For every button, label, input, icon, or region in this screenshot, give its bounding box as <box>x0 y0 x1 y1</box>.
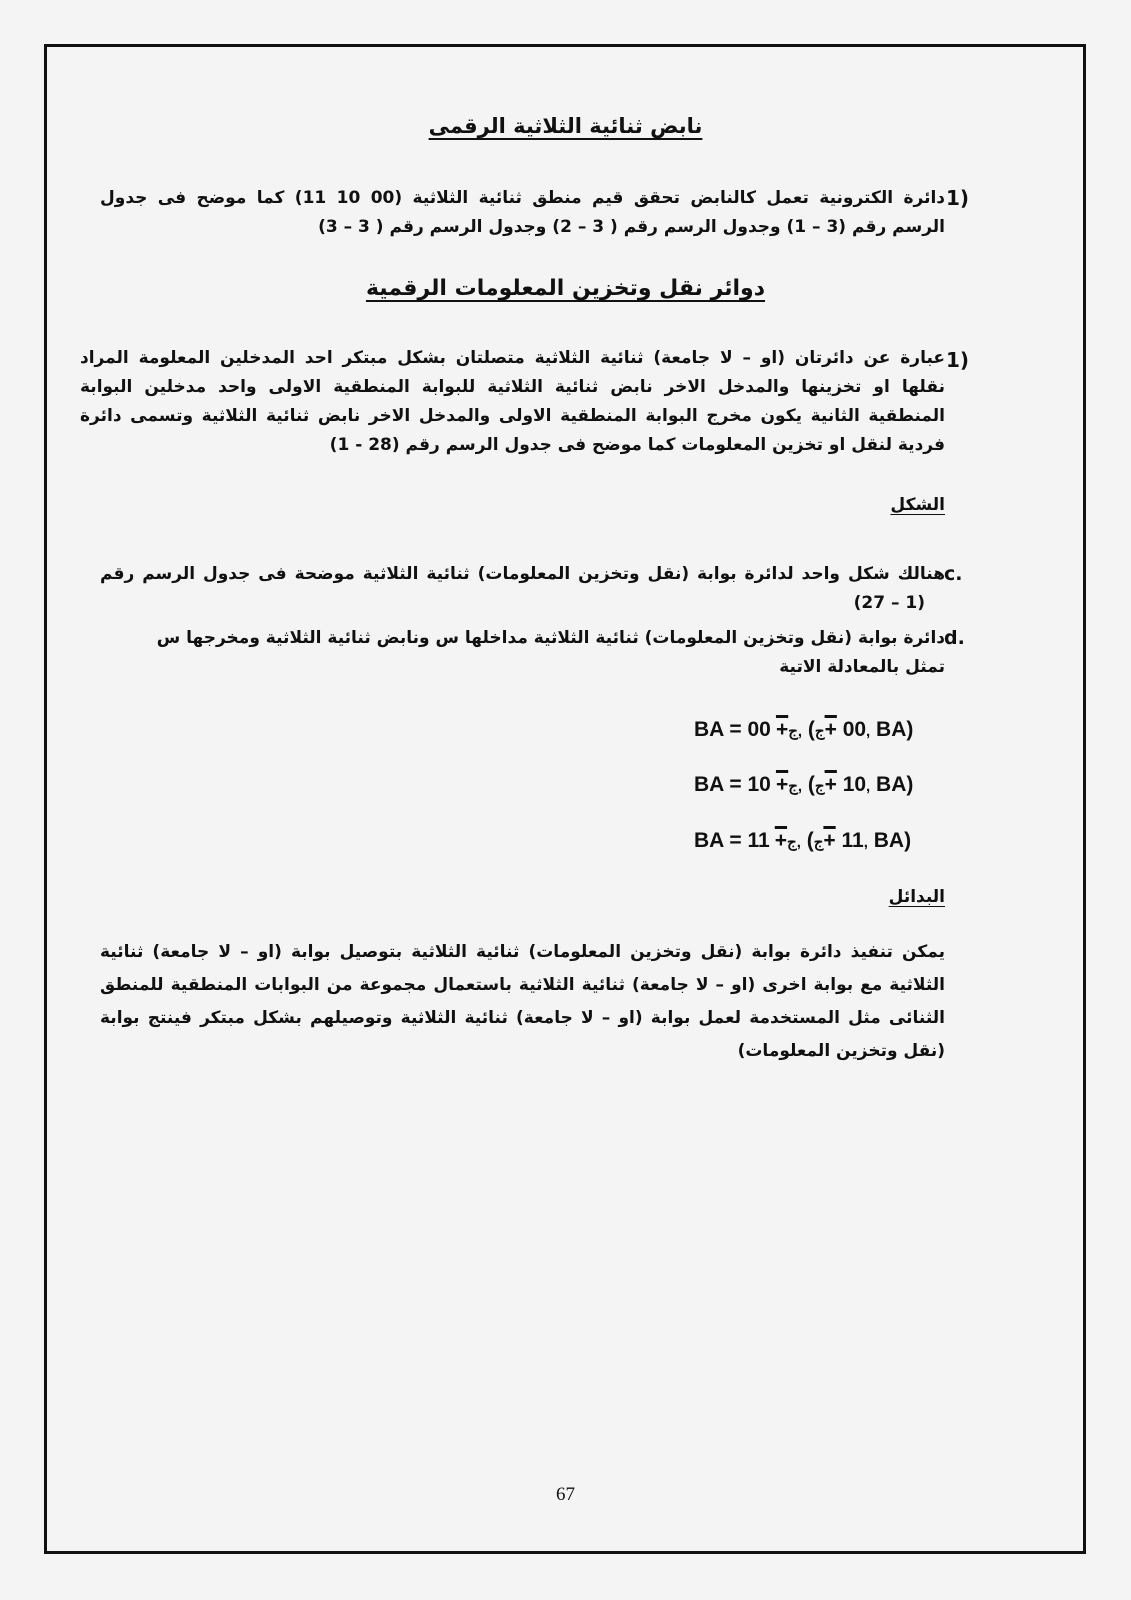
or-operator: + <box>824 718 837 741</box>
clock-symbol: ج, <box>813 834 868 851</box>
text-line: تمثل بالمعادلة الاتية <box>779 657 945 677</box>
text-line: الرسم رقم (3 – 1) وجدول الرسم رقم ( 3 – 2) وجدول الرسم رقم ( 3 – 3) <box>318 217 945 237</box>
equation-group: (11 <box>800 829 864 852</box>
text-line: عبارة عن دائرتان (او – لا جامعة) ثنائية الثلاثية متصلتان بشكل مبتكر احد المدخلين المعلومة المراد <box>80 348 945 368</box>
item-number: 1) <box>946 348 970 372</box>
bullet-letter: c. <box>944 563 963 585</box>
page-border <box>44 44 1086 1554</box>
page-number: 67 <box>556 1484 575 1505</box>
alternatives-paragraph <box>100 936 945 1068</box>
section-heading: دوائر نقل وتخزين المعلومات الرقمية <box>365 276 766 301</box>
text-line: يمكن تنفيذ دائرة بوابة (نقل وتخزين المعلومات) ثنائية الثلاثية بتوصيل بوابة (او – لا جامعة) ثنائية <box>100 942 945 962</box>
text-line: الثلاثية مع بوابة اخرى (او – لا جامعة) ثنائية الثلاثية باستعمال مجموعة من البوابات المنطقية للمنطق <box>100 975 945 995</box>
equation-rhs: BA) <box>867 829 912 852</box>
or-operator: + <box>774 829 788 852</box>
text-line: المنطقية الثانية يكون مخرج البوابة المنطقية الاولى والمدخل الاخر نابض ثنائية الثلاثية وتسمى دائرة <box>80 406 945 426</box>
clock-symbol: ج, <box>787 834 801 851</box>
equation-group: (00 <box>802 718 867 741</box>
bullet-d-text <box>100 624 945 682</box>
equation-lhs: BA = 00 <box>694 718 771 741</box>
clock-symbol: ج, <box>788 723 803 740</box>
or-operator: + <box>775 773 789 796</box>
text-line: الثنائى مثل المستخدمة لعمل بوابة (او – لا جامعة) ثنائية الثلاثية وتوصيلهم بشكل مبتكر فينتج بوابة <box>100 1008 945 1028</box>
or-operator: + <box>775 718 789 741</box>
bullet-c-text <box>100 560 945 618</box>
equation-group: (10 <box>802 773 867 796</box>
item2-paragraph <box>80 344 945 460</box>
clock-symbol: ج, <box>814 778 871 795</box>
text-line: (1 – 27) <box>853 593 925 613</box>
item-number: 1) <box>946 186 970 210</box>
text-line: دائرة بوابة (نقل وتخزين المعلومات) ثنائية الثلاثية مداخلها س ونابض ثنائية الثلاثية ومخرجها س <box>156 628 945 648</box>
text-line: فردية لنقل او تخزين المعلومات كما موضح فى جدول الرسم رقم (28 - 1) <box>329 435 945 455</box>
equation-3 <box>694 829 911 853</box>
text-line: دائرة الكترونية تعمل كالنابض تحقق قيم منطق ثنائية الثلاثية (00 10 11) كما موضح فى جدول <box>100 188 946 208</box>
page-title: نابض ثنائية الثلاثية الرقمى <box>428 114 703 138</box>
equation-lhs: BA = 10 <box>694 773 771 796</box>
or-operator: + <box>824 773 837 796</box>
equation-1 <box>694 718 913 742</box>
equation-2 <box>694 773 913 797</box>
equation-rhs: BA) <box>870 718 914 741</box>
clock-symbol: ج, <box>788 778 803 795</box>
item1-paragraph <box>100 184 945 242</box>
shape-heading: الشكل <box>890 495 945 515</box>
text-line: (نقل وتخزين المعلومات) <box>737 1041 945 1061</box>
alternatives-heading: البدائل <box>888 887 945 907</box>
text-line: نقلها او تخزينها والمدخل الاخر نابض ثنائية الثلاثية للبوابة المنطقية الاولى واحد مدخلين البوابة <box>80 377 945 397</box>
equation-rhs: BA) <box>870 773 914 796</box>
text-line: هنالك شكل واحد لدائرة بوابة (نقل وتخزين المعلومات) ثنائية الثلاثية موضحة فى جدول الرسم رقم <box>100 564 945 584</box>
clock-symbol: ج, <box>814 723 871 740</box>
or-operator: + <box>823 829 836 852</box>
bullet-letter: d. <box>944 627 965 649</box>
equation-lhs: BA = 11 <box>694 829 770 852</box>
